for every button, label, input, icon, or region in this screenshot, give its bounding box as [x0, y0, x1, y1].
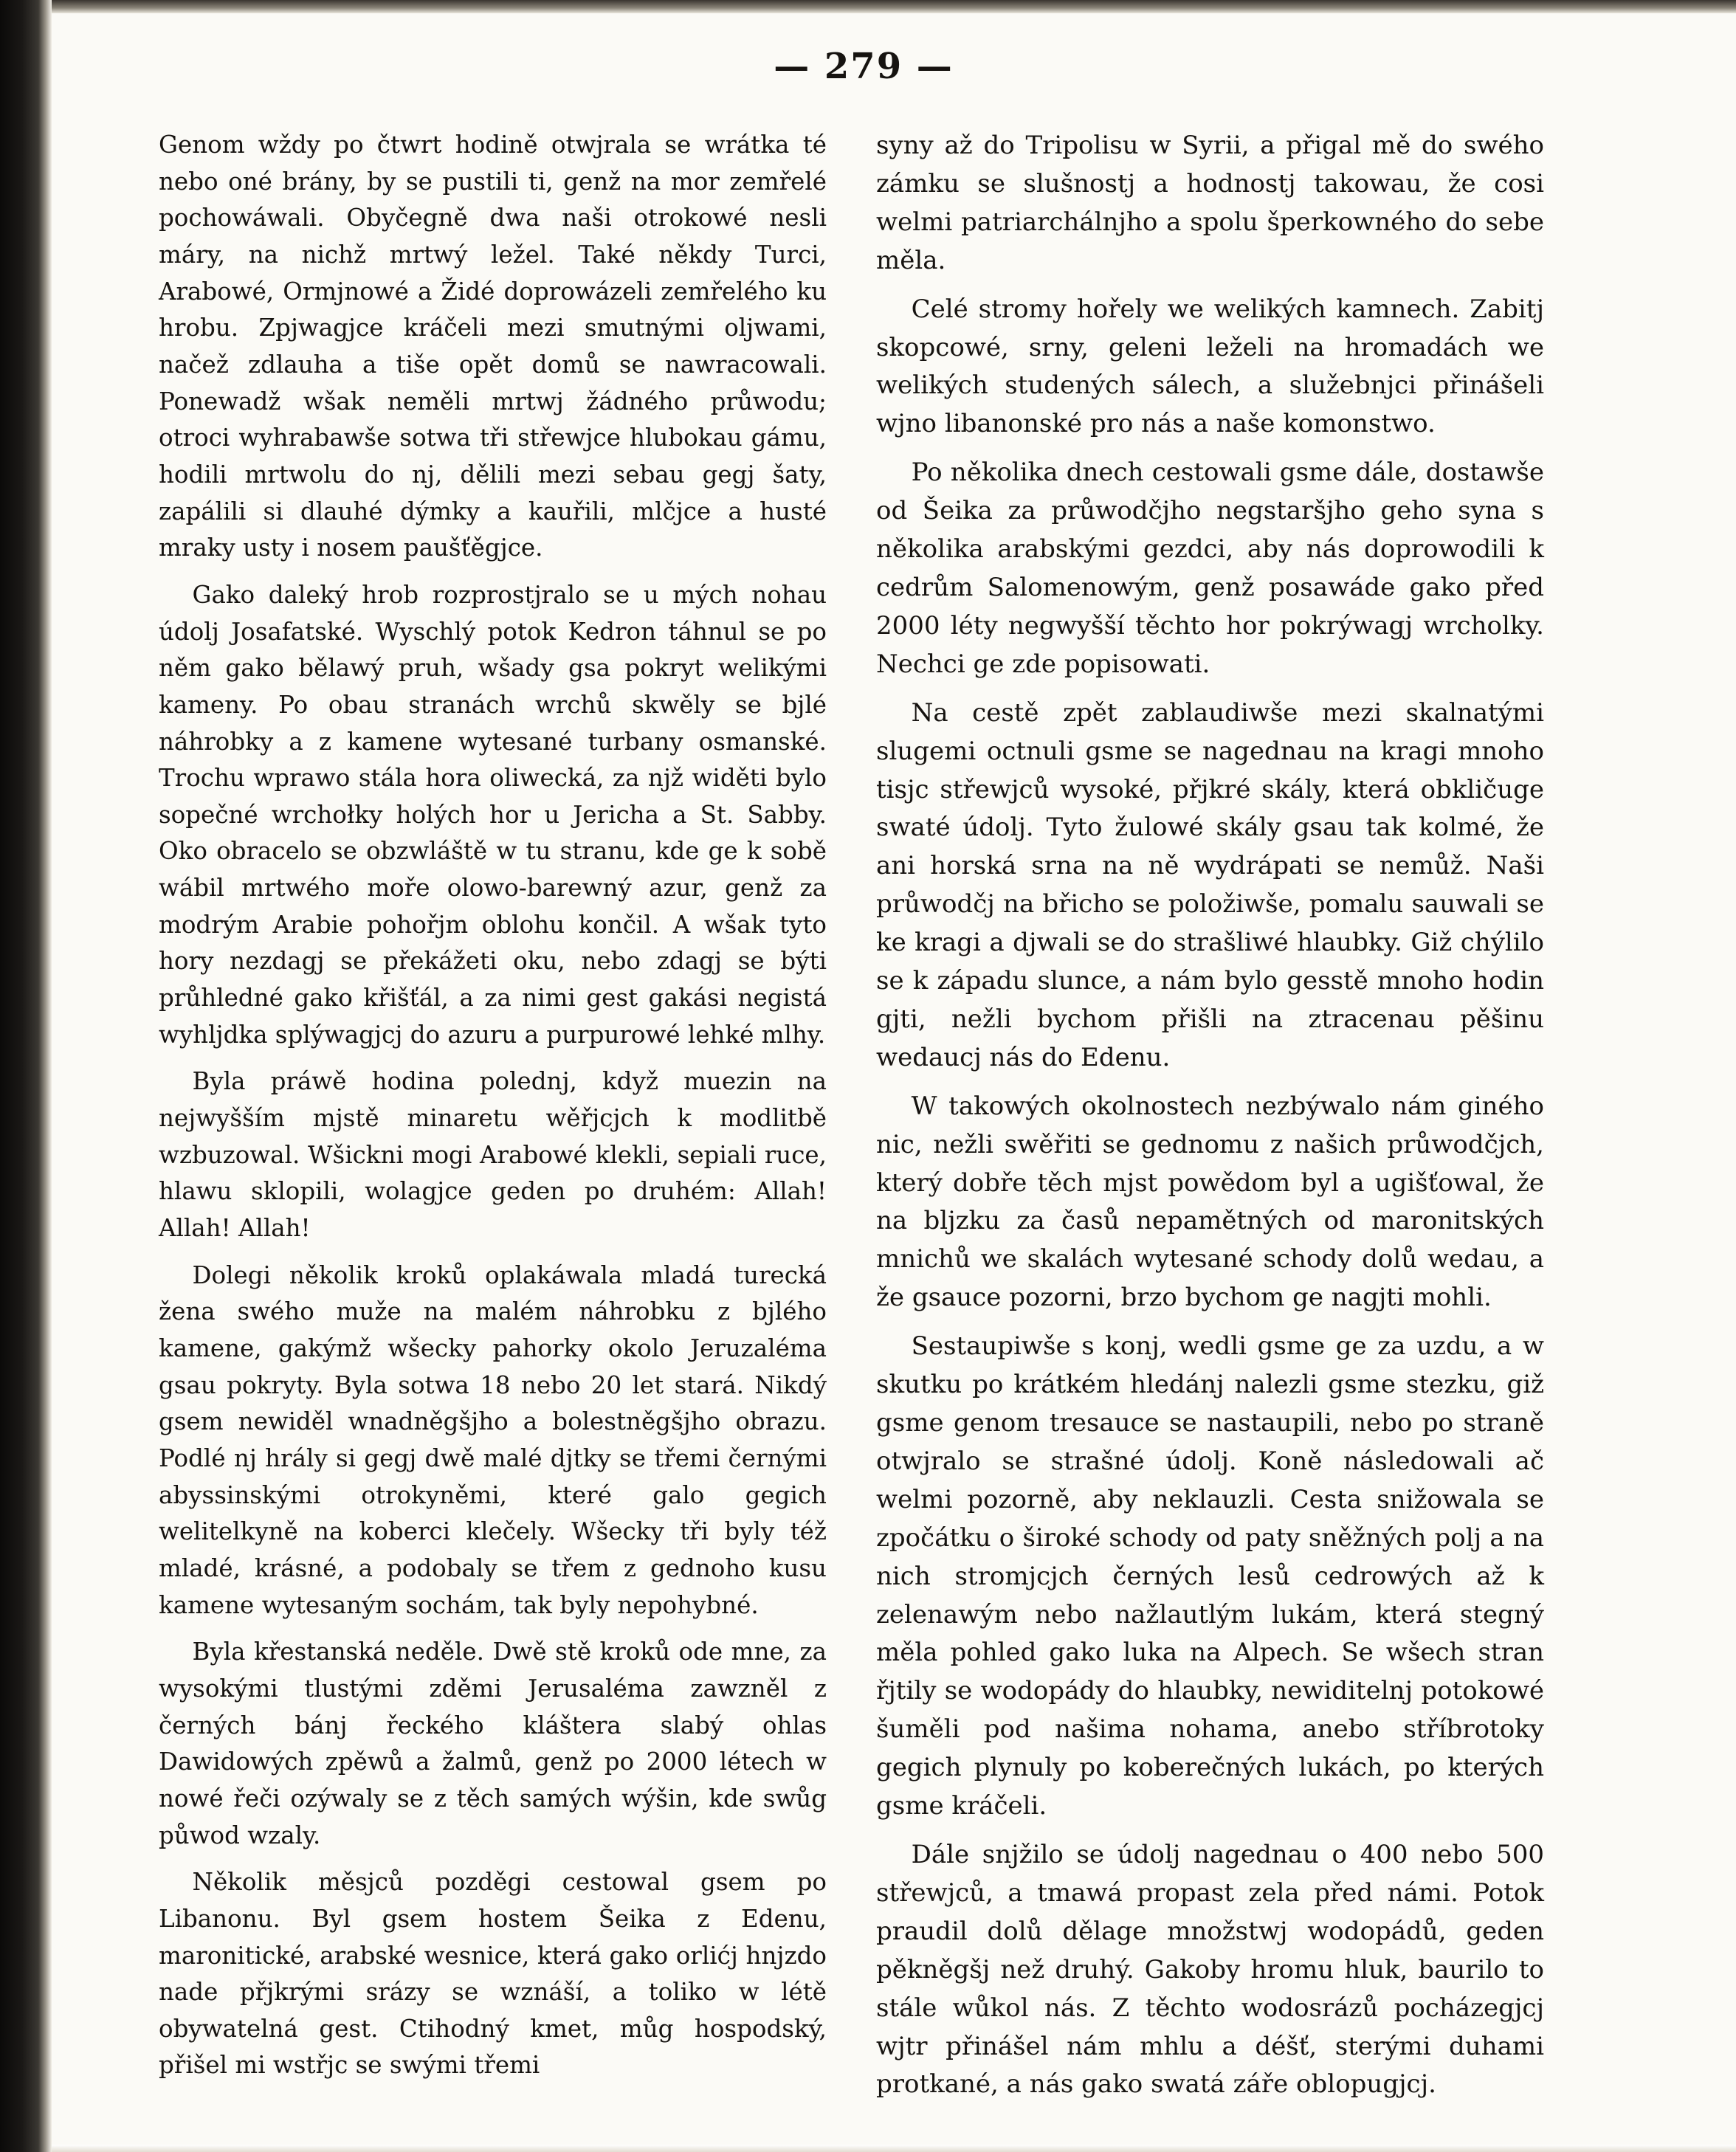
- right-text-column: [876, 127, 1544, 2104]
- page-top-edge: [0, 0, 1736, 13]
- left-text-column: [159, 127, 827, 2084]
- paragraph: Po několika dnech cestowali gsme dále, dostawše od Šeika za průwodčjho negstaršjho geho syna s několika arabskými gezdci, aby nás doprowodili k cedrům Salomenowým, genž posawáde gako před 2000 léty negwyšší těchto hor pokrýwagj wrcholky. Nechci ge zde popisowati.: [876, 458, 1544, 679]
- paragraph: syny až do Tripolisu w Syrii, a přigal mě do swého zámku se slušnostj a hodnostj takowau, že cosi welmi patriarchálnjho a spolu šperkowného do sebe měla.: [876, 131, 1544, 275]
- book-binding-edge: [0, 0, 52, 2152]
- paragraph: Na cestě zpět zablaudiwše mezi skalnatými slugemi octnuli gsme se nagednau na kragi mnoho tisjc střewjců wysoké, přjkré skály, která obkličuge swaté údolj. Tyto žulowé skály gsau tak kolmé, že ani horská srna na ně wydrápati se nemůž. Naši průwodčj na břicho se položiwše, pomalu sauwali se ke kragi a djwali se do strašliwé hlaubky. Giž chýlilo se k západu slunce, a nám bylo gesstě mnoho hodin gjti, nežli bychom přišli na ztracenau pěšinu wedaucj nás do Edenu.: [876, 697, 1544, 1072]
- scan-bottom-edge: [52, 2145, 1736, 2152]
- paragraph: W takowých okolnostech nezbýwalo nám giného nic, nežli swěřiti se gednomu z našich průwodčjch, který dobře těch mjst powědom byl a ugišťowal, že na bljzku za časů nepamětných od maronitských mnichů we skalách wytesané schody dolů wedau, a že gsauce pozorni, brzo bychom ge nagjti mohli.: [876, 1091, 1544, 1313]
- paragraph: Celé stromy hořely we welikých kamnech. Zabitj skopcowé, srny, geleni leželi na hromadách we welikých studených sálech, a služebnjci přinášeli wjno libanonské pro nás a naše komonstwo.: [876, 294, 1544, 439]
- paragraph: Byla křestanská neděle. Dwě stě kroků ode mne, za wysokými tlustými zděmi Jerusaléma zawzněl z černých bánj řeckého kláštera slabý ohlas Dawidowých zpěwů a žalmů, genž po 2000 létech w nowé řeči ozýwaly se z těch samých wýšin, kde swůg půwod wzaly.: [159, 1638, 827, 1849]
- paragraph: Několik měsjců pozděgi cestowal gsem po Libanonu. Byl gsem hostem Šeika z Edenu, maronitické, arabské wesnice, která gako orlićj hnjzdo nade přjkrými srázy se wznáší, a toliko w létě obywatelná gest. Ctihodný kmet, můg hospodský, přišel mi wstřjc se swými třemi: [159, 1868, 827, 2080]
- paragraph: Gako daleký hrob rozprostjralo se u mých nohau údolj Josafatské. Wyschlý potok Kedron táhnul se po něm gako bělawý pruh, wšady gsa pokryt welikými kameny. Po obau stranách wrchů skwěly se bjlé náhrobky a z kamene wytesané turbany osmanské. Trochu wprawo stála hora oliwecká, za njž widěti bylo sopečné wrchołky holých hor u Jericha a St. Sabby. Oko obracelo se obzwláště w tu stranu, kde ge k sobě wábil mrtwého moře olowo-barewný azur, genž za modrým Arabie pohořjm oblohu končil. A wšak tyto hory nezdagj se překážeti oku, nebo zdagj se býti průhledné gako křišťál, a za nimi gest gakási negistá wyhljdka splýwagjcj do azuru a purpurowé lehké mlhy.: [159, 580, 827, 1049]
- paragraph: Genom wždy po čtwrt hodině otwjrala se wrátka té nebo oné brány, by se pustili ti, genž na mor zemřelé pochowáwali. Obyčegně dwa naši otrokowé nesli máry, na nichž mrtwý ležel. Také někdy Turci, Arabowé, Ormjnowé a Židé doprowázeli zemřelého ku hrobu. Zpjwagjce kráčeli mezi smutnými oljwami, načež zdlauha a tiše opět domů se nawracowali. Ponewadž wšak neměli mrtwj žádného průwodu; otroci wyhrabawše sotwa tři střewjce hlubokau gámu, hodili mrtwolu do nj, dělili mezi sebau gegj šaty, zapálili si dlauhé dýmky a kauřili, mlčjce a husté mraky usty i nosem paušťěgjce.: [159, 131, 827, 562]
- paragraph: Dále snjžilo se údolj nagednau o 400 nebo 500 střewjců, a tmawá propast zela před námi. Potok praudil dolů dělage množstwj wodopádů, geden pěkněgšj než druhý. Gakoby hromu hluk, baurilo to stále wůkol nás. Z těchto wodosrázů pocházegjcj wjtr přinášel nám mhlu a déšť, sterými duhami protkané, a nás gako swatá záře oblopugjcj.: [876, 1839, 1544, 2100]
- paragraph: Byla práwě hodina polednj, když muezin na nejwyšším mjstě minaretu wěřjcjch k modlitbě wzbuzowal. Wšickni mogi Arabowé klekli, sepiali ruce, hlawu sklopili, wolagjce geden po druhém: Allah! Allah! Allah!: [159, 1067, 827, 1243]
- paragraph: Sestaupiwše s konj, wedli gsme ge za uzdu, a w skutku po krátkém hledánj nalezli gsme stezku, giž gsme genom tresauce se nastaupili, nebo po straně otwjralo se strašné údolj. Koně následowali ač welmi pozorně, aby neklauzli. Cesta snižowala se zpočátku o široké schody od paty sněžných polj a na nich stromjcjch černých lesů cedrowých až k zelenawým nebo nažlautlým lukám, která stegný měla pohled gako luka na Alpech. Se wšech stran řjtily se wodopády do hlaubky, newiditelnj potokowé šuměli pod našima nohama, anebo stříbrotoky gegich plynuly po koberečných lukách, po kterých gsme kráčeli.: [876, 1331, 1544, 1821]
- paragraph: Dolegi několik kroků oplakáwala mladá turecká žena swého muže na malém náhrobku z bjlého kamene, gakýmž wšecky pahorky okolo Jeruzaléma gsau pokryty. Byla sotwa 18 nebo 20 let stará. Nikdý gsem newiděl wnadněgšjho a bolestněgšjho obrazu. Podlé nj hrály si gegj dwě malé djtky se třemi černými abyssinskými otrokyněmi, které galo gegich welitelkyně na koberci klečely. Wšecky tři byly též mladé, krásné, a podobaly se třem z gednoho kusu kamene wytesaným sochám, tak byly nepohybné.: [159, 1260, 827, 1619]
- page-number: — 279 —: [774, 46, 954, 87]
